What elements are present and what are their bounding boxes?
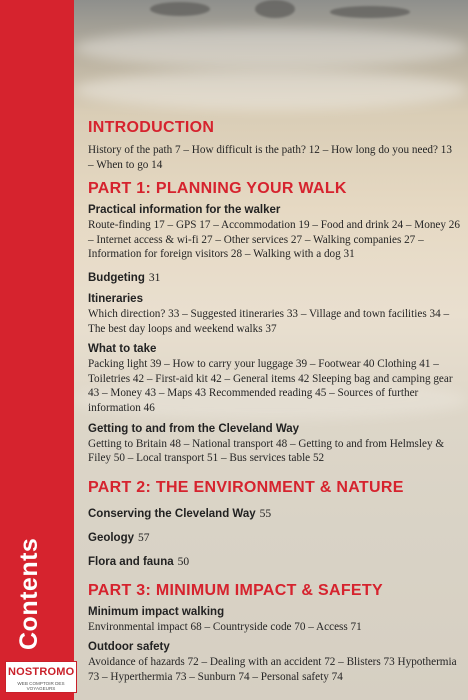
bg-rock [330, 6, 410, 18]
practical-section [88, 203, 460, 262]
introduction-entries: History of the path 7 – How difficult is the path? 12 – How long do you need? 13 – When to go 14 [88, 144, 452, 171]
bg-wave [74, 28, 468, 68]
geology-section [88, 528, 460, 546]
part2-heading: PART 2: THE ENVIRONMENT & NATURE [88, 478, 404, 496]
minimum-title: Minimum impact walking [88, 605, 225, 618]
nostromo-logo [5, 661, 77, 693]
practical-title: Practical information for the walker [88, 204, 281, 217]
conserving-section [88, 504, 460, 522]
conserving-page: 55 [259, 507, 272, 520]
geology-page: 57 [138, 531, 150, 544]
bg-rock [255, 0, 295, 18]
budgeting-section [88, 268, 460, 286]
safety-section [88, 640, 460, 684]
flora-page: 50 [177, 555, 190, 568]
itineraries-section [88, 292, 460, 336]
minimum-section [88, 605, 460, 635]
practical-entries: Route-finding 17 – GPS 17 – Accommodation 19 – Food and drink 24 – Money 26 – Internet access & wi-fi 27 – Other services 27 – Walking companies 27 – Information for foreign visitors 28 – Walking with a dog 31 [88, 219, 460, 261]
budgeting-title: Budgeting [88, 271, 145, 284]
safety-title: Outdoor safety [88, 641, 170, 654]
getting-section [88, 422, 460, 466]
what-to-take-entries: Packing light 39 – How to carry your luggage 39 – Footwear 40 Clothing 41 – Toiletries 42 – First-aid kit 42 – General items 42 Sleeping bag and camping gear 43 – Money 43 – Maps 43 Recommended reading 45 – Sources of further information 46 [88, 358, 453, 414]
part3-heading: PART 3: MINIMUM IMPACT & SAFETY [88, 581, 383, 599]
logo-name: NOSTROMO [8, 666, 75, 678]
flora-title: Flora and fauna [88, 555, 174, 568]
bg-wave [74, 70, 468, 110]
minimum-entries: Environmental impact 68 – Countryside code 70 – Access 71 [88, 620, 362, 633]
contents-list [88, 118, 460, 685]
itineraries-entries: Which direction? 33 – Suggested itineraries 33 – Village and town facilities 34 – The best day loops and weekend walks 37 [88, 307, 450, 335]
getting-title: Getting to and from the Cleveland Way [88, 422, 300, 435]
flora-section [88, 552, 460, 570]
budgeting-page: 31 [148, 271, 161, 284]
what-to-take-title: What to take [88, 343, 157, 356]
bg-rock [150, 2, 210, 16]
safety-entries: Avoidance of hazards 72 – Dealing with an accident 72 – Blisters 73 Hypothermia 73 – Hyperthermia 73 – Sunburn 74 – Personal safety 74 [88, 656, 457, 683]
getting-entries: Getting to Britain 48 – National transport 48 – Getting to and from Helmsley & Filey 50 – Local transport 51 – Bus services table 52 [88, 437, 445, 465]
sidebar-band [0, 0, 74, 700]
itineraries-title: Itineraries [88, 292, 143, 305]
introduction-heading: INTRODUCTION [88, 119, 215, 136]
part1-heading: PART 1: PLANNING YOUR WALK [88, 180, 347, 198]
geology-title: Geology [88, 531, 135, 544]
conserving-title: Conserving the Cleveland Way [88, 507, 256, 520]
what-to-take-section [88, 342, 460, 415]
sidebar-title: Contents [15, 537, 43, 650]
logo-tagline: WEB COMPTOIR DES VOYAGEURS [17, 681, 65, 691]
